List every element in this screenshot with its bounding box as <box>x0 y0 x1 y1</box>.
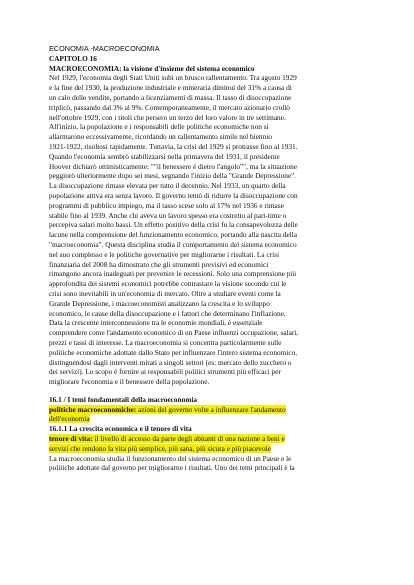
paragraph-line: rimangono ancora inadeguati per prevenire le recessioni. Solo una comprensione più <box>49 269 296 279</box>
chapter-title <box>49 64 400 74</box>
paragraph-line: lacune nella comprensione del funzionamento economico, portando alla nascita della <box>49 230 297 240</box>
paragraph-line: dei servizi). Lo scopo è fornire ai responsabili politici strumenti più efficaci per <box>49 367 281 377</box>
paragraph-line: Nel 1929, l'economia degli Stati Uniti subì un brusco rallentamento. Tra agosto 1929 <box>49 73 297 83</box>
definition-continuation <box>49 444 400 454</box>
paragraph-line: triplicò, passando dal 3% al 9%. Contemporaneamente, il mercato azionario crollò <box>49 102 290 112</box>
paragraph-line: peggiorò ulteriormente dopo sei mesi, segnando l'inizio della "Grande Depressione". <box>49 171 296 181</box>
section-gap <box>49 387 400 395</box>
definition-text-line2: servizi che rendono la vita più semplice, più sana, più sicura e più piacevole <box>49 443 271 453</box>
paragraph-line: 1921-1922, risoltosi rapidamente. Tuttavia, la crisi del 1929 si protrasse fino al 1931. <box>49 141 298 151</box>
paragraph-line: approfondita dei sistemi economici potrebbe contrastare la visione secondo cui le <box>49 279 287 289</box>
section-body-paragraph <box>49 454 400 474</box>
paragraph-line: All'inizio, la popolazione e i responsabili delle politiche economiche non si <box>49 122 269 132</box>
paragraph-line: comprendere come l'andamento economico di un Paese influenzi occupazione, salari, <box>49 328 299 338</box>
paragraph-line: e la fine del 1930, la produzione industriale e mineraria diminuì del 31% a causa di <box>49 83 292 93</box>
paragraph-line: Quando l'economia sembrò stabilizzarsi nella primavera del 1931, il presidente <box>49 151 280 161</box>
paragraph-line: Grande Depressione, i macroeconomisti analizzano la crescita e lo sviluppo <box>49 298 270 308</box>
chapter-title-rest: la visione d'insieme del sistema economico <box>121 63 255 73</box>
chapter-label: CAPITOLO 16 <box>49 53 97 63</box>
definition-text-line2: dell'economia <box>49 414 90 424</box>
definition-text: il livello di accesso da parte degli abitanti di una nazione a beni e <box>92 434 285 444</box>
definition-standard-of-living <box>49 434 400 444</box>
paragraph-line: programmi di pubblico impiego, ma il tasso scese solo al 17% nel 1936 e rimase <box>49 200 284 210</box>
paragraph-line: politiche economiche adottate dallo Stato per influenzare l'intero sistema economico, <box>49 347 298 357</box>
paragraph-line: un calo delle vendite, portando a licenziamenti di massa. Il tasso di disoccupazione <box>49 92 292 102</box>
section-heading-16-1: 16.1 / I temi fondamentali della macroeconomia <box>49 394 198 404</box>
paragraph-line: distinguendosi dagli interventi mirati a singoli settori (es: mercato dello zucchero o <box>49 357 292 367</box>
paragraph-line: migliorare l'economia e il benessere della popolazione. <box>49 377 210 387</box>
paragraph-line: popolazione attiva era senza lavoro. Il governo tentò di ridurre la disoccupazione con <box>49 190 298 200</box>
paragraph-line: nell'ottobre 1929, con i titoli che persero un terzo del loro valore in tre settimane. <box>49 112 286 122</box>
paragraph-line: Hoover dichiarò ottimisticamente: ""il benessere è dietro l'angolo"", ma la situazione <box>49 161 298 171</box>
paragraph-line: prezzi e tassi di interesse. La macroeconomia si concentra particolarmente sulle <box>49 337 282 347</box>
paragraph-line: La disoccupazione rimase elevata per tutto il decennio. Nel 1933, un quarto della <box>49 181 286 191</box>
paragraph-line: "macroeconomia". Questa disciplina studia il comportamento del sistema economico <box>49 239 297 249</box>
chapter-title-bold: MACROECONOMIA: <box>49 63 122 73</box>
definition-macro-policies <box>49 405 400 415</box>
paragraph-line: finanziaria del 2008 ha dimostrato che gli strumenti previsivi ed economici <box>49 259 269 269</box>
paragraph-line: politiche adottate dal governo per migliorarne i risultati. Uno dei temi principali è la <box>49 463 295 473</box>
definition-term: tenore di vita: <box>49 434 93 444</box>
intro-paragraph <box>49 73 400 387</box>
section-heading-16-1-1: 16.1.1 La crescita economica e il tenore di vita <box>49 424 192 434</box>
subject-heading: ECONOMIA -MACROECONOMIA <box>49 44 160 53</box>
definition-term: politiche macroeconomiche: <box>49 404 137 414</box>
paragraph-line: economico, le cause della disoccupazione e i fattori che determinano l'inflazione. <box>49 308 286 318</box>
paragraph-line: stabile fino al 1939. Anche chi aveva un lavoro spesso era costretto al part-time o <box>49 210 287 220</box>
definition-continuation <box>49 414 400 424</box>
paragraph-line: La macroeconomia studia il funzionamento del sistema economico di un Paese e le <box>49 453 292 463</box>
paragraph-line: nel suo complesso e le politiche governative per migliorarne i risultati. La crisi <box>49 249 279 259</box>
paragraph-line: percepiva salari molto bassi. Un effetto positivo della crisi fu la consapevolezza delle <box>49 220 298 230</box>
paragraph-line: crisi sono inevitabili in un'economia di mercato. Oltre a studiare eventi come la <box>49 288 281 298</box>
paragraph-line: allarmarono eccessivamente, ricordando un rallentamento simile nel biennio <box>49 132 272 142</box>
definition-text: azioni del governo volte a influenzare l'andamento <box>136 404 286 414</box>
paragraph-line: Data la crescente interconnessione tra le economie mondiali, è essenziale <box>49 318 263 328</box>
